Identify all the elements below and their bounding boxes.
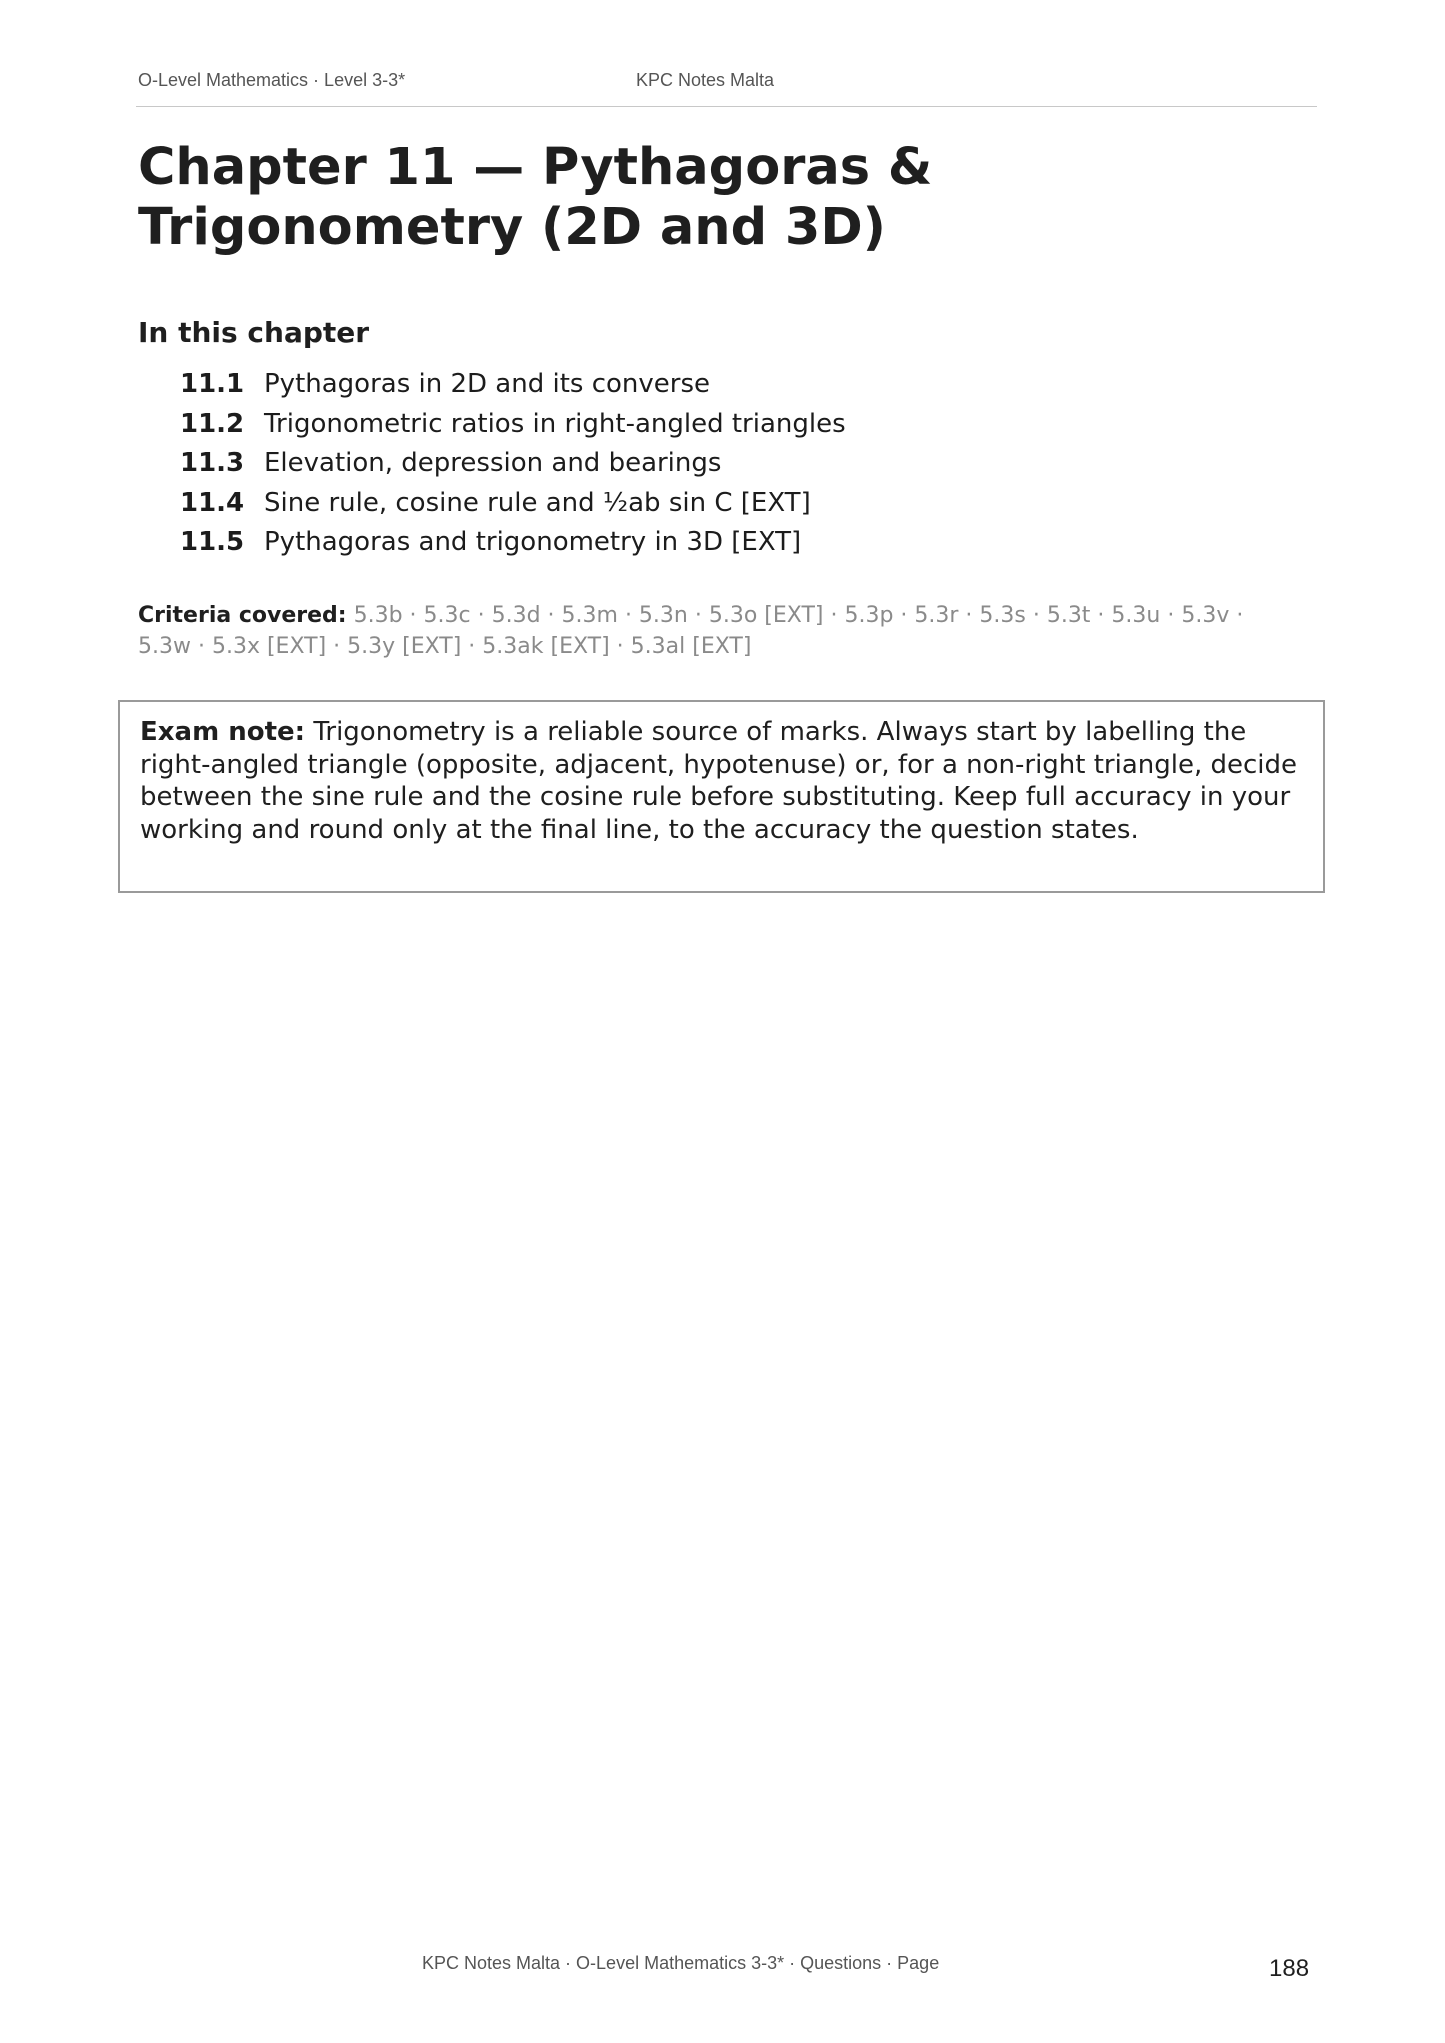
toc-item-title: Elevation, depression and bearings xyxy=(264,448,722,478)
toc-item-number: 11.2 xyxy=(180,408,245,439)
chapter-title: Chapter 11 — Pythagoras & Trigonometry (2D and 3D) xyxy=(138,138,933,257)
toc-item xyxy=(180,523,846,563)
page-header xyxy=(136,70,1317,107)
chapter-contents-list xyxy=(180,365,846,563)
header-publisher-label: KPC Notes Malta xyxy=(636,70,775,90)
page-number: 188 xyxy=(1269,1955,1310,1982)
toc-item-title: Pythagoras and trigonometry in 3D [EXT] xyxy=(264,527,802,557)
toc-item-title: Sine rule, cosine rule and ½ab sin C [EXT] xyxy=(264,487,811,518)
toc-item xyxy=(180,365,846,405)
toc-item xyxy=(180,405,846,445)
toc-item-number: 11.4 xyxy=(180,487,245,518)
criteria-covered xyxy=(138,600,1288,662)
page-footer xyxy=(0,1953,1445,1983)
exam-note-box xyxy=(118,700,1325,893)
toc-item-number: 11.3 xyxy=(180,448,245,478)
toc-heading: In this chapter xyxy=(138,316,370,349)
toc-item-number: 11.5 xyxy=(180,527,245,557)
toc-item xyxy=(180,444,846,484)
header-course-label: O-Level Mathematics · Level 3-3* xyxy=(138,70,406,90)
criteria-codes: 5.3b · 5.3c · 5.3d · 5.3m · 5.3n · 5.3o [EXT] · 5.3p · 5.3r · 5.3s · 5.3t · 5.3u · 5.3v · 5.3w · 5.3x [EXT] · 5.3y [EXT] · 5.3ak [EXT] · 5.3al [EXT] xyxy=(138,603,1244,659)
footer-label: KPC Notes Malta · O-Level Mathematics 3-3* · Questions · Page xyxy=(422,1953,940,1973)
criteria-label: Criteria covered: xyxy=(138,603,347,628)
toc-item-title: Pythagoras in 2D and its converse xyxy=(264,369,711,399)
toc-item xyxy=(180,484,846,524)
exam-note-label: Exam note: xyxy=(140,717,306,747)
exam-note-text: Trigonometry is a reliable source of marks. Always start by labelling the right-angled triangle (opposite, adjacent, hypotenuse) or, for a non-right triangle, decide between the sine rule and the cosine rule before substituting. Keep full accuracy in your working and round only at the final line, to the accuracy the question states. xyxy=(140,717,1298,845)
toc-item-title: Trigonometric ratios in right-angled triangles xyxy=(264,408,846,439)
toc-item-number: 11.1 xyxy=(180,369,245,399)
